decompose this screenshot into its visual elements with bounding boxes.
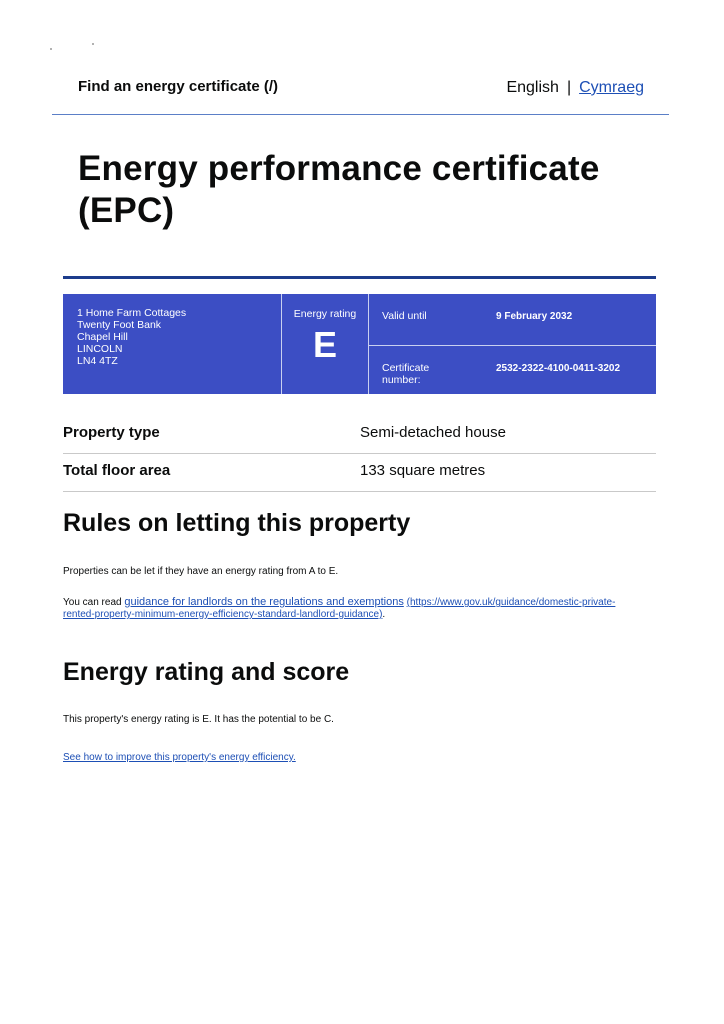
valid-until-label: Valid until bbox=[382, 310, 427, 322]
floor-area-value: 133 square metres bbox=[360, 462, 486, 479]
address-line: 1 Home Farm Cottages bbox=[77, 307, 187, 319]
address-line: Twenty Foot Bank bbox=[77, 319, 162, 331]
property-details bbox=[63, 416, 656, 492]
property-type-value: Semi-detached house bbox=[360, 424, 506, 441]
page-title bbox=[78, 148, 668, 232]
improve-efficiency-link[interactable]: See how to improve this property's energy efficiency. bbox=[63, 752, 296, 763]
certificate-label-line2: number: bbox=[382, 374, 421, 386]
improve-efficiency-row bbox=[63, 752, 643, 764]
energy-rating-box bbox=[282, 294, 369, 394]
valid-until-value: 9 February 2032 bbox=[496, 311, 573, 322]
address-line: LN4 4TZ bbox=[77, 355, 118, 367]
certificate-number-row bbox=[369, 346, 656, 394]
floor-area-row bbox=[63, 454, 656, 492]
address-line: Chapel Hill bbox=[77, 331, 128, 343]
property-address bbox=[63, 294, 282, 394]
letting-guidance-paragraph bbox=[63, 596, 643, 621]
scan-speck bbox=[50, 48, 52, 50]
letting-heading: Rules on letting this property bbox=[63, 509, 411, 537]
page-title-line1: Energy performance certificate bbox=[78, 149, 600, 188]
language-welsh-link[interactable]: Cymraeg bbox=[579, 79, 644, 96]
page-title-line2: (EPC) bbox=[78, 191, 175, 230]
floor-area-label: Total floor area bbox=[63, 462, 171, 479]
certificate-number-label bbox=[382, 362, 429, 386]
address-line: LINCOLN bbox=[77, 343, 123, 355]
energy-rating-heading: Energy rating and score bbox=[63, 658, 350, 686]
letting-paragraph: Properties can be let if they have an energy rating from A to E. bbox=[63, 566, 339, 577]
guidance-prefix: You can read bbox=[63, 597, 125, 608]
energy-rating-letter: E bbox=[312, 324, 337, 365]
certificate-number-value: 2532-2322-4100-0411-3202 bbox=[496, 363, 620, 374]
language-switcher bbox=[506, 79, 644, 97]
certificate-label-line1: Certificate bbox=[382, 362, 430, 374]
scan-speck bbox=[92, 43, 94, 45]
language-separator: | bbox=[566, 79, 572, 96]
site-title-link[interactable]: Find an energy certificate (/) bbox=[78, 78, 279, 95]
language-english: English bbox=[506, 79, 559, 96]
energy-rating-label: Energy rating bbox=[293, 308, 357, 320]
property-type-label: Property type bbox=[63, 424, 160, 441]
guidance-url-link[interactable]: (https://www.gov.uk/guidance/domestic-private- bbox=[406, 597, 616, 608]
epc-summary-panel bbox=[63, 294, 656, 394]
energy-rating-paragraph: This property's energy rating is E. It has the potential to be C. bbox=[63, 714, 334, 725]
valid-until-row bbox=[369, 294, 656, 346]
property-type-row bbox=[63, 416, 656, 454]
guidance-suffix: . bbox=[382, 609, 386, 620]
site-header bbox=[52, 70, 669, 115]
section-divider bbox=[63, 276, 656, 279]
guidance-url-link-cont[interactable]: rented-property-minimum-energy-efficiency-standard-landlord-guidance) bbox=[63, 609, 383, 620]
landlord-guidance-link[interactable]: guidance for landlords on the regulations and exemptions bbox=[124, 596, 404, 608]
